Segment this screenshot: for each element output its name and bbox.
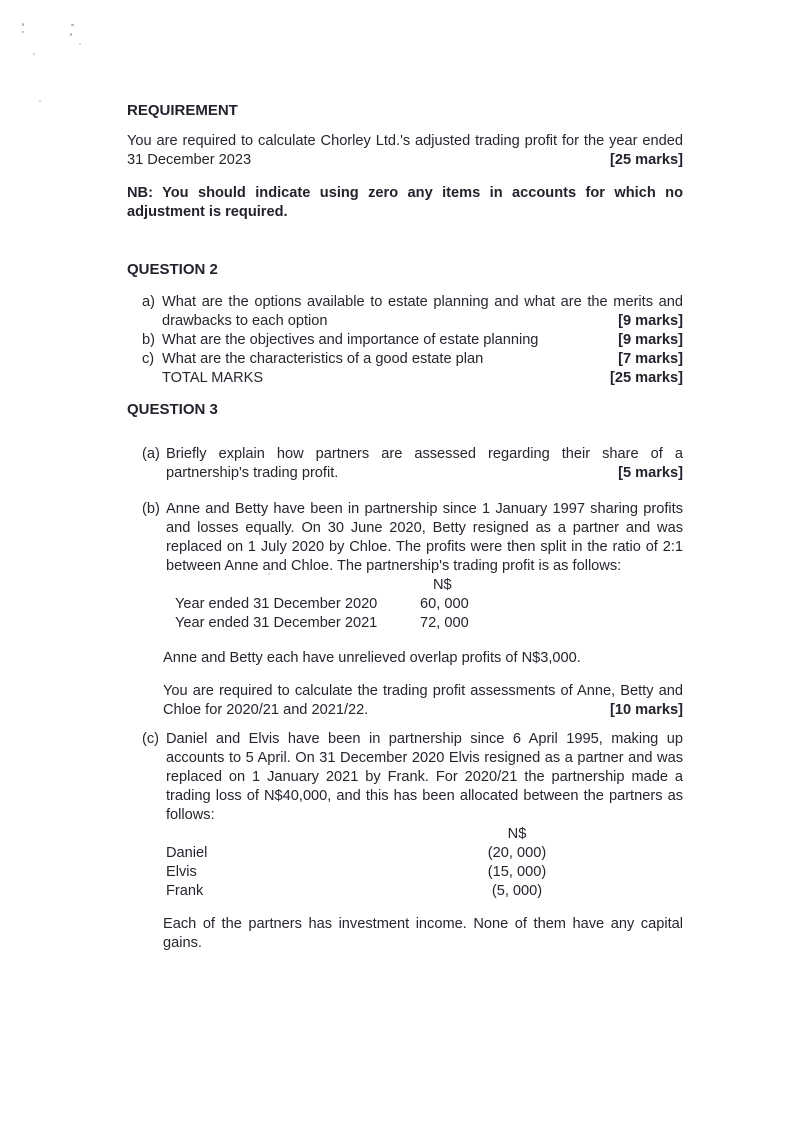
item-body — [166, 730, 683, 901]
question-3-part-c — [142, 730, 683, 901]
nb-note: NB: You should indicate using zero any items in accounts for which no adjustment is required. — [127, 185, 683, 220]
marks-badge: [25 marks] — [609, 152, 683, 168]
item-text: What are the objectives and importance of estate planning — [162, 332, 539, 348]
question-2-total-marks-row — [142, 369, 683, 388]
investment-income-note: Each of the partners has investment income. None of them have any capital gains. — [163, 916, 683, 951]
item-body — [166, 500, 683, 633]
scan-speck — [22, 23, 24, 26]
table-row — [166, 614, 683, 633]
marks-badge: [9 marks] — [618, 313, 683, 329]
item-marker: b) — [142, 332, 155, 348]
table-row — [166, 882, 683, 901]
scan-speck — [70, 33, 72, 36]
item-text: What are the characteristics of a good estate plan — [162, 351, 484, 367]
table-row — [166, 595, 683, 614]
item-marker: (c) — [142, 731, 160, 747]
row-label: Daniel — [166, 845, 208, 861]
item-marker: c) — [142, 351, 155, 367]
requirement-body: You are required to calculate Chorley Ltd.'s adjusted trading profit for the year ended 31 December 2023 — [127, 133, 683, 168]
loss-allocation-table — [166, 825, 683, 901]
overlap-profits-note: Anne and Betty each have unrelieved overlap profits of N$3,000. — [163, 650, 581, 666]
item-text: Briefly explain how partners are assessed regarding their share of a partnership's trading profit. — [166, 446, 683, 481]
row-label: Frank — [166, 883, 204, 899]
scan-speck — [22, 31, 24, 33]
row-label: Elvis — [166, 864, 197, 880]
row-label — [166, 825, 476, 844]
row-label: Year ended 31 December 2020 — [175, 596, 378, 612]
scan-speck — [71, 24, 74, 26]
table-row — [166, 844, 683, 863]
item-text: Anne and Betty have been in partnership since 1 January 1997 sharing profits and losses equally. On 30 June 2020, Betty resigned as a partner and was replaced on 1 July 2020 by Chloe. The profits were then split in the ratio of 2:1 between Anne and Chloe. The partnership's trading profit is as follows: — [166, 501, 683, 574]
row-value: (5, 000) — [491, 883, 543, 899]
question-2-heading: QUESTION 2 — [127, 261, 218, 278]
currency-header: N$ — [507, 826, 527, 842]
row-value: 60, 000 — [420, 596, 469, 612]
table-header-row — [166, 825, 683, 844]
table-row — [166, 863, 683, 882]
scan-speck — [79, 43, 81, 45]
part-b-requirement-text: You are required to calculate the trading profit assessments of Anne, Betty and Chloe for 2020/21 and 2021/22. — [163, 683, 683, 718]
scan-speck — [33, 53, 35, 55]
row-value: 72, 000 — [420, 615, 469, 631]
question-2-item-a — [142, 293, 683, 331]
marks-badge: [9 marks] — [618, 332, 683, 348]
marks-badge: [7 marks] — [618, 351, 683, 367]
question-2-item-c — [142, 350, 683, 369]
question-2-section — [127, 261, 683, 388]
row-value: (15, 000) — [487, 864, 547, 880]
trading-profit-table — [166, 576, 683, 633]
item-text: Daniel and Elvis have been in partnership since 6 April 1995, making up accounts to 5 April. On 31 December 2020 Elvis resigned as a partner and was replaced on 1 January 2021 by Frank. For 2020/21 the partnership made a trading loss of N$40,000, and this has been allocated between the partners as follows: — [166, 731, 683, 823]
question-3-heading: QUESTION 3 — [127, 401, 218, 418]
requirement-heading: REQUIREMENT — [127, 102, 238, 119]
part-b-requirement — [163, 682, 683, 720]
question-3-part-a — [142, 445, 683, 483]
item-marker: (a) — [142, 446, 160, 462]
item-marker — [142, 369, 162, 388]
row-value: (20, 000) — [487, 845, 547, 861]
question-2-item-b — [142, 331, 683, 350]
question-3-section — [127, 401, 683, 953]
item-text: What are the options available to estate planning and what are the merits and drawbacks to each option — [162, 294, 683, 329]
page-content — [127, 102, 683, 953]
requirement-section — [127, 102, 683, 222]
marks-badge: [25 marks] — [609, 370, 683, 386]
item-text: TOTAL MARKS — [162, 370, 264, 386]
requirement-paragraph — [127, 132, 683, 170]
marks-badge: [10 marks] — [609, 702, 683, 718]
row-label: Year ended 31 December 2021 — [175, 615, 378, 631]
scan-speck — [39, 100, 41, 102]
currency-header: N$ — [433, 577, 452, 593]
marks-badge: [5 marks] — [618, 465, 683, 481]
item-marker: (b) — [142, 501, 160, 517]
question-3-part-b — [142, 500, 683, 633]
item-marker: a) — [142, 294, 155, 310]
